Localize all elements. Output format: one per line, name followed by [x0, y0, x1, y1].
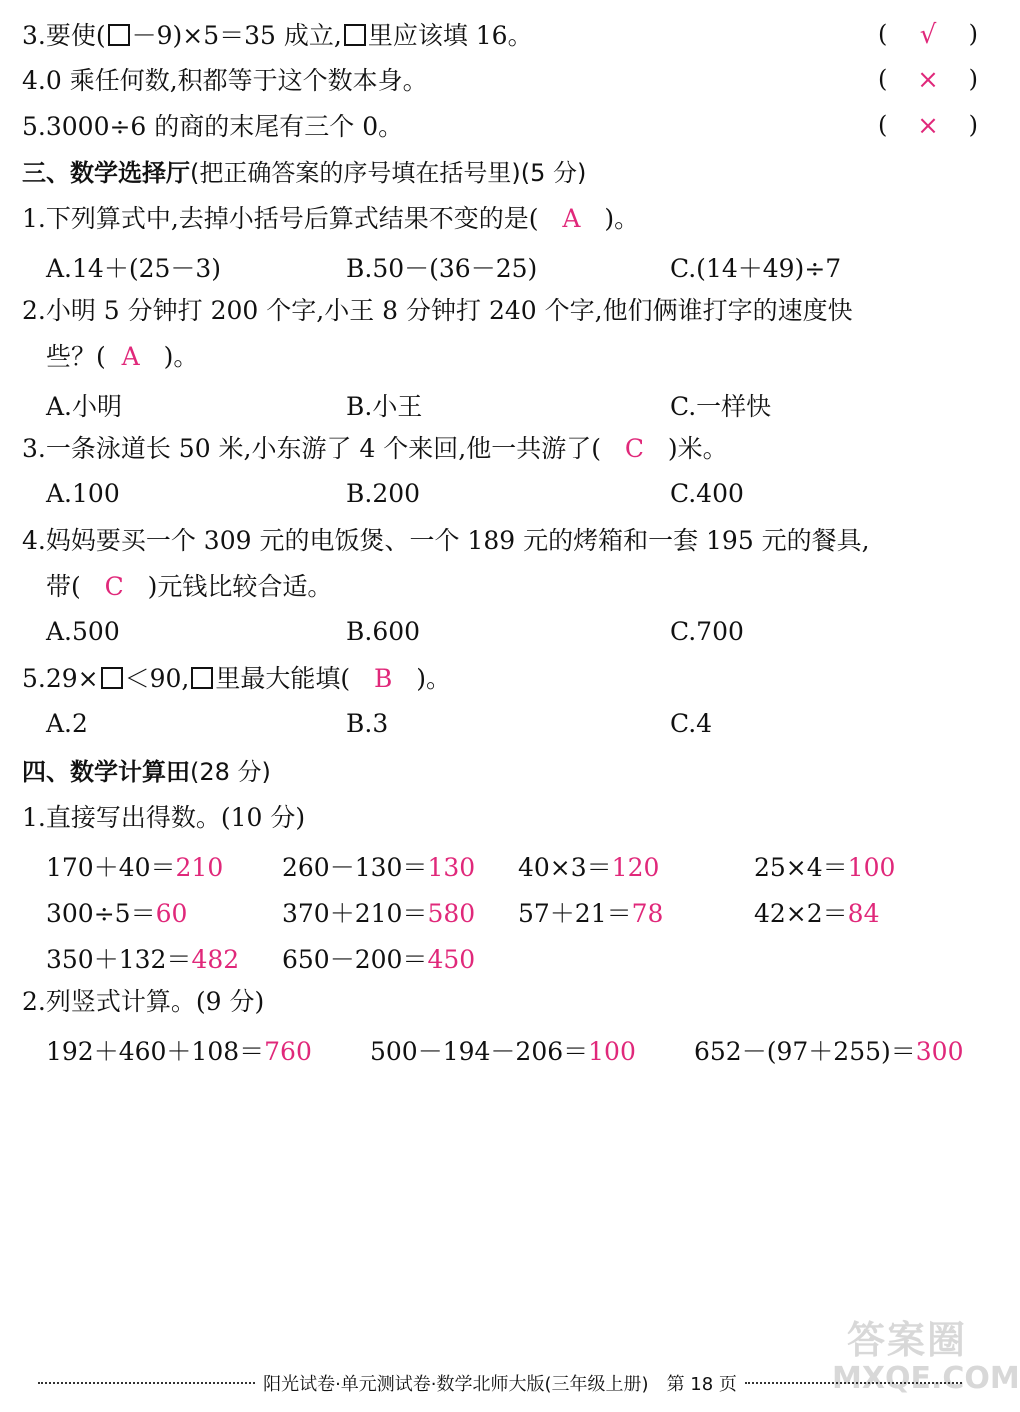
calc-expr: 650－200＝ [282, 945, 428, 974]
q2-text-end: )。 [163, 342, 199, 371]
q4-text: 带( [46, 572, 81, 601]
q2-option-a: A.小明 [46, 392, 123, 421]
q4-stem-line1: 4.妈妈要买一个 309 元的电饭煲、一个 189 元的烤箱和一套 195 元的餐具, [22, 526, 870, 555]
calc2-title: 2.列竖式计算。(9 分) [22, 987, 265, 1016]
section-3-note: (把正确答案的序号填在括号里)(5 分) [190, 159, 587, 187]
q5-text-mid2: 里最大能填( [215, 664, 351, 693]
q1-stem [22, 203, 980, 235]
judge-3-text-b: －9)×5＝35 成立, [131, 21, 342, 50]
calc-answer: 100 [847, 853, 896, 882]
calc1-item [46, 848, 223, 884]
q2-option-c: C.一样快 [670, 392, 772, 421]
q1-text: 1.下列算式中,去掉小括号后算式结果不变的是( [22, 204, 539, 233]
calc-answer: 78 [631, 899, 664, 928]
blank-box [344, 24, 366, 46]
q2-answer: A [121, 342, 140, 371]
calc-answer: 100 [588, 1037, 636, 1066]
paren-close: ) [968, 65, 978, 93]
watermark-line1: 答案圈 [846, 1318, 967, 1362]
q4-option-c: C.700 [670, 617, 744, 646]
calc-expr: 42×2＝ [754, 899, 848, 928]
calc-expr: 652－(97＋255)＝ [694, 1037, 916, 1066]
calc1-item [518, 848, 659, 884]
q4-text-end: )元钱比较合适。 [147, 572, 333, 601]
q1-answer: A [562, 204, 581, 233]
q3-answer: C [624, 434, 644, 463]
judge-item-5 [22, 111, 980, 143]
q3-text: 3.一条泳道长 50 米,小东游了 4 个来回,他一共游了( [22, 434, 602, 463]
q5-option-b: B.3 [346, 709, 389, 738]
blank-box [191, 667, 213, 689]
judge-3-text-a: 3.要使( [22, 21, 106, 50]
q4-option-a: A.500 [46, 617, 120, 646]
judge-item-4 [22, 65, 980, 97]
footer-text: 阳光试卷·单元测试卷·数学北师大版(三年级上册) 第 18 页 [263, 1374, 737, 1395]
calc2-item [370, 1032, 636, 1068]
q4-answer: C [104, 572, 124, 601]
q5-text-mid: ＜90, [124, 664, 190, 693]
q4-stem-line2 [46, 571, 980, 603]
calc-answer: 482 [191, 945, 240, 974]
q4-option-b: B.600 [346, 617, 421, 646]
calc1-item [282, 940, 475, 976]
paren-close: ) [968, 111, 978, 139]
section-4-note: (28 分) [190, 758, 271, 786]
calc1-item [282, 848, 475, 884]
calc-answer: 60 [155, 899, 188, 928]
judge-item-3 [22, 20, 980, 52]
q5-text: 5.29× [22, 664, 99, 693]
calc1-item [754, 894, 879, 930]
q3-option-a: A.100 [46, 479, 120, 508]
calc-answer: 580 [427, 899, 476, 928]
footer-divider-left [38, 1382, 255, 1384]
calc2-item [46, 1032, 312, 1068]
calc-expr: 40×3＝ [518, 853, 612, 882]
page-footer [30, 1370, 970, 1396]
q2-text: 些？( [46, 342, 106, 371]
calc-expr: 260－130＝ [282, 853, 428, 882]
calc-expr: 25×4＝ [754, 853, 848, 882]
calc1-item [46, 940, 239, 976]
q1-text-end: )。 [604, 204, 640, 233]
judge-3-text-c: 里应该填 16。 [367, 21, 533, 50]
judge-answer-3 [878, 20, 978, 50]
watermark-line2: MXQE.COM [832, 1361, 1020, 1396]
q3-option-c: C.400 [670, 479, 744, 508]
judge-5-text: 5.3000÷6 的商的末尾有三个 0。 [22, 112, 404, 141]
q3-text-end: )米。 [667, 434, 728, 463]
calc1-item [754, 848, 895, 884]
cross-mark: × [917, 65, 939, 95]
q1-option-b: B.50－(36－25) [346, 254, 538, 283]
blank-box [108, 24, 130, 46]
calc-expr: 350＋132＝ [46, 945, 192, 974]
check-mark: √ [919, 20, 937, 50]
calc-expr: 500－194－206＝ [370, 1037, 589, 1066]
calc1-item [46, 894, 187, 930]
calc-answer: 300 [915, 1037, 964, 1066]
section-4-title: 四、数学计算田 [22, 758, 190, 786]
cross-mark: × [917, 111, 939, 141]
q1-option-c: C.(14＋49)÷7 [670, 254, 842, 283]
section-3-title: 三、数学选择厅 [22, 159, 190, 187]
blank-box [101, 667, 123, 689]
calc-answer: 84 [847, 899, 880, 928]
section-4-heading [22, 756, 980, 788]
calc-expr: 300÷5＝ [46, 899, 156, 928]
q5-answer: B [374, 664, 393, 693]
calc-expr: 57＋21＝ [518, 899, 632, 928]
calc-answer: 210 [175, 853, 224, 882]
calc-expr: 192＋460＋108＝ [46, 1037, 265, 1066]
q2-option-b: B.小王 [346, 392, 423, 421]
judge-answer-4 [878, 65, 978, 95]
q5-option-a: A.2 [46, 709, 88, 738]
judge-4-text: 4.0 乘任何数,积都等于这个数本身。 [22, 66, 428, 95]
calc-answer: 120 [611, 853, 660, 882]
q5-option-c: C.4 [670, 709, 713, 738]
q5-text-end: )。 [416, 664, 451, 693]
calc1-item [518, 894, 663, 930]
paren-close: ) [968, 20, 978, 48]
calc1-title: 1.直接写出得数。(10 分) [22, 803, 306, 832]
section-3-heading [22, 157, 980, 189]
paren-open: ( [878, 111, 888, 139]
paren-open: ( [878, 20, 888, 48]
q3-option-b: B.200 [346, 479, 421, 508]
calc2-item [694, 1032, 963, 1068]
q2-stem-line1: 2.小明 5 分钟打 200 个字,小王 8 分钟打 240 个字,他们俩谁打字的速度快 [22, 296, 853, 325]
judge-answer-5 [878, 111, 978, 141]
q1-option-a: A.14＋(25－3) [46, 254, 222, 283]
calc-expr: 370＋210＝ [282, 899, 428, 928]
calc1-item [282, 894, 475, 930]
calc-answer: 130 [427, 853, 476, 882]
paren-open: ( [878, 65, 888, 93]
q2-stem-line2 [46, 341, 980, 373]
calc-expr: 170＋40＝ [46, 853, 176, 882]
q5-stem [22, 663, 980, 695]
calc-answer: 760 [264, 1037, 312, 1066]
q3-stem [22, 433, 980, 465]
calc-answer: 450 [427, 945, 476, 974]
footer-divider-right [745, 1382, 962, 1384]
